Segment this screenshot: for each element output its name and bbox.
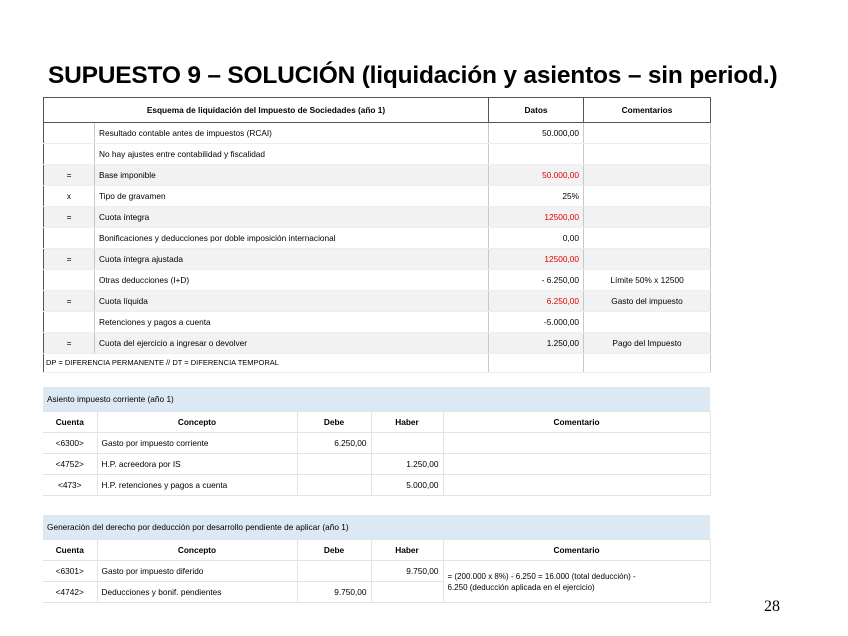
row-concept: Retenciones y pagos a cuenta bbox=[95, 312, 489, 333]
credit-value bbox=[371, 582, 443, 603]
row-value: 1.250,00 bbox=[489, 333, 584, 354]
table-row bbox=[44, 333, 711, 354]
debe-header: Debe bbox=[297, 540, 371, 561]
entry-comment: 6.250 (deducción aplicada en el ejercicio) bbox=[443, 582, 710, 603]
account-concept: H.P. acreedora por IS bbox=[97, 454, 297, 475]
table-row bbox=[44, 123, 711, 144]
entry-comment bbox=[443, 475, 710, 496]
table-row bbox=[44, 186, 711, 207]
cuenta-header: Cuenta bbox=[43, 412, 97, 433]
row-value: - 6.250,00 bbox=[489, 270, 584, 291]
page-number: 28 bbox=[764, 598, 780, 615]
row-symbol: = bbox=[44, 291, 95, 312]
tax-liquidation-table bbox=[43, 97, 711, 373]
slide-title: SUPUESTO 9 – SOLUCIÓN (liquidación y asientos – sin period.) bbox=[48, 62, 778, 89]
table-row bbox=[44, 249, 711, 270]
row-concept: Otras deducciones (I+D) bbox=[95, 270, 489, 291]
table-row bbox=[44, 207, 711, 228]
concepto-header: Concepto bbox=[97, 540, 297, 561]
datos-header: Datos bbox=[489, 98, 584, 123]
row-comment bbox=[584, 207, 711, 228]
journal-header-row bbox=[43, 540, 710, 561]
account-concept: Gasto por impuesto diferido bbox=[97, 561, 297, 582]
entry-comment bbox=[443, 454, 710, 475]
row-concept: Base imponible bbox=[95, 165, 489, 186]
row-value: 25% bbox=[489, 186, 584, 207]
account-concept: H.P. retenciones y pagos a cuenta bbox=[97, 475, 297, 496]
debit-value bbox=[297, 561, 371, 582]
account-code: <6301> bbox=[43, 561, 97, 582]
footnote-empty-cell bbox=[489, 354, 584, 373]
row-concept: Resultado contable antes de impuestos (RCAI) bbox=[95, 123, 489, 144]
comentarios-header: Comentarios bbox=[584, 98, 711, 123]
table-row bbox=[44, 144, 711, 165]
entry-comment bbox=[443, 433, 710, 454]
table-row bbox=[44, 165, 711, 186]
row-value: 12500,00 bbox=[489, 249, 584, 270]
row-symbol: = bbox=[44, 207, 95, 228]
account-concept: Deducciones y bonif. pendientes bbox=[97, 582, 297, 603]
row-symbol: = bbox=[44, 165, 95, 186]
journal-entry-current-tax bbox=[43, 387, 711, 496]
row-concept: Tipo de gravamen bbox=[95, 186, 489, 207]
table-row bbox=[44, 312, 711, 333]
row-comment bbox=[584, 312, 711, 333]
haber-header: Haber bbox=[371, 412, 443, 433]
journal-entry-deferred-deduction bbox=[43, 515, 711, 603]
table-row bbox=[44, 270, 711, 291]
row-comment bbox=[584, 123, 711, 144]
row-comment bbox=[584, 186, 711, 207]
journal-caption: Generación del derecho por deducción por desarrollo pendiente de aplicar (año 1) bbox=[43, 515, 710, 540]
table-row bbox=[43, 475, 710, 496]
table-row bbox=[43, 454, 710, 475]
comentario-header: Comentario bbox=[443, 412, 710, 433]
table-row bbox=[43, 582, 710, 603]
scheme-header: Esquema de liquidación del Impuesto de Sociedades (año 1) bbox=[44, 98, 489, 123]
row-comment: Pago del Impuesto bbox=[584, 333, 711, 354]
row-comment: Límite 50% x 12500 bbox=[584, 270, 711, 291]
row-concept: Cuota líquida bbox=[95, 291, 489, 312]
row-value: 0,00 bbox=[489, 228, 584, 249]
account-code: <6300> bbox=[43, 433, 97, 454]
debe-header: Debe bbox=[297, 412, 371, 433]
table-row bbox=[44, 291, 711, 312]
credit-value: 9.750,00 bbox=[371, 561, 443, 582]
row-symbol bbox=[44, 144, 95, 165]
concepto-header: Concepto bbox=[97, 412, 297, 433]
table-row bbox=[44, 228, 711, 249]
row-concept: Cuota íntegra bbox=[95, 207, 489, 228]
table-row bbox=[43, 433, 710, 454]
cuenta-header: Cuenta bbox=[43, 540, 97, 561]
account-concept: Gasto por impuesto corriente bbox=[97, 433, 297, 454]
row-symbol: = bbox=[44, 249, 95, 270]
credit-value: 1.250,00 bbox=[371, 454, 443, 475]
row-concept: Cuota del ejercicio a ingresar o devolver bbox=[95, 333, 489, 354]
row-symbol bbox=[44, 123, 95, 144]
entry-comment: = (200.000 x 8%) - 6.250 = 16.000 (total deducción) - bbox=[443, 561, 710, 582]
journal-header-row bbox=[43, 412, 710, 433]
debit-value: 9.750,00 bbox=[297, 582, 371, 603]
haber-header: Haber bbox=[371, 540, 443, 561]
credit-value: 5.000,00 bbox=[371, 475, 443, 496]
row-value: 50.000,00 bbox=[489, 123, 584, 144]
row-concept: No hay ajustes entre contabilidad y fiscalidad bbox=[95, 144, 489, 165]
account-code: <4752> bbox=[43, 454, 97, 475]
account-code: <4742> bbox=[43, 582, 97, 603]
row-value: 50.000,00 bbox=[489, 165, 584, 186]
credit-value bbox=[371, 433, 443, 454]
row-comment: Gasto del impuesto bbox=[584, 291, 711, 312]
row-symbol bbox=[44, 312, 95, 333]
row-value: 12500,00 bbox=[489, 207, 584, 228]
footnote: DP = DIFERENCIA PERMANENTE // DT = DIFERENCIA TEMPORAL bbox=[44, 354, 489, 373]
row-value: 6.250,00 bbox=[489, 291, 584, 312]
row-comment bbox=[584, 144, 711, 165]
row-concept: Bonificaciones y deducciones por doble imposición internacional bbox=[95, 228, 489, 249]
account-code: <473> bbox=[43, 475, 97, 496]
row-value: -5.000,00 bbox=[489, 312, 584, 333]
row-concept: Cuota íntegra ajustada bbox=[95, 249, 489, 270]
row-symbol: x bbox=[44, 186, 95, 207]
row-symbol bbox=[44, 228, 95, 249]
row-comment bbox=[584, 249, 711, 270]
row-comment bbox=[584, 228, 711, 249]
debit-value bbox=[297, 475, 371, 496]
footnote-empty-cell bbox=[584, 354, 711, 373]
row-value bbox=[489, 144, 584, 165]
journal-caption: Asiento impuesto corriente (año 1) bbox=[43, 387, 710, 412]
row-symbol bbox=[44, 270, 95, 291]
footnote-row bbox=[44, 354, 711, 373]
table-header-row bbox=[44, 98, 711, 123]
debit-value bbox=[297, 454, 371, 475]
debit-value: 6.250,00 bbox=[297, 433, 371, 454]
table-row bbox=[43, 561, 710, 582]
comentario-header: Comentario bbox=[443, 540, 710, 561]
row-comment bbox=[584, 165, 711, 186]
row-symbol: = bbox=[44, 333, 95, 354]
